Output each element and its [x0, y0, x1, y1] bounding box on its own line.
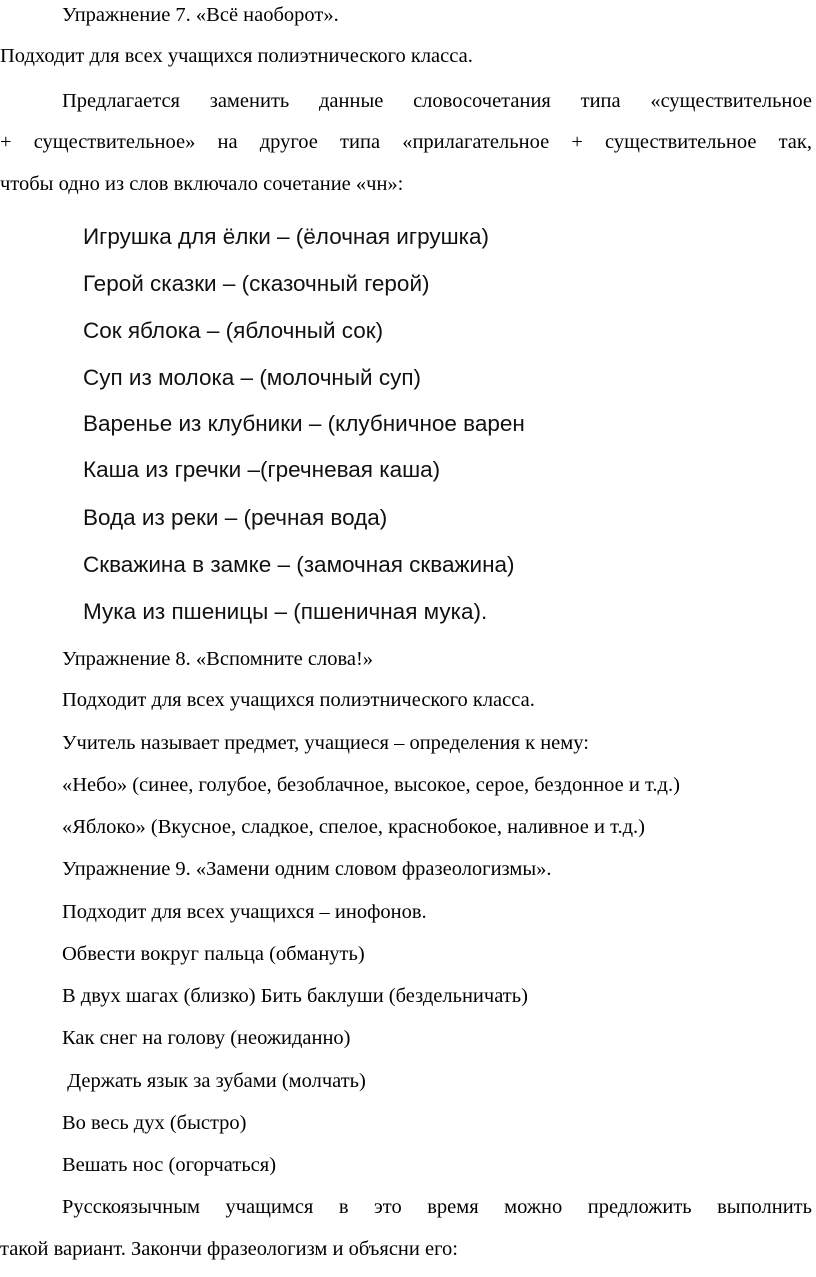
exercise-9-title: Упражнение 9. «Замени одним словом фразеологизмы».: [62, 858, 552, 880]
exercise-7-title: Упражнение 7. «Всё наоборот».: [62, 4, 339, 26]
scanned-examples-image: [60, 210, 640, 638]
exercise-9-subtitle: Подходит для всех учащихся – инофонов.: [62, 901, 427, 923]
example-line: Суп из молока – (молочный суп): [83, 365, 422, 390]
example-line: Сок яблока – (яблочный сок): [83, 318, 384, 343]
exercise-7-subtitle: Подходит для всех учащихся полиэтнического класса.: [0, 45, 473, 67]
exercise-9-line: В двух шагах (близко) Бить баклуши (бездельничать): [62, 985, 528, 1007]
example-line: Мука из пшеницы – (пшеничная мука).: [83, 599, 488, 624]
exercise-9-line: Обвести вокруг пальца (обмануть): [62, 943, 365, 965]
example-line: Игрушка для ёлки – (ёлочная игрушка): [83, 224, 489, 249]
example-line: Герой сказки – (сказочный герой): [83, 271, 430, 296]
example-line: Варенье из клубники – (клубничное варен: [83, 411, 525, 436]
exercise-9-line: Держать язык за зубами (молчать): [62, 1070, 366, 1092]
example-line: Скважина в замке – (замочная скважина): [83, 552, 515, 577]
exercise-8-line: «Небо» (синее, голубое, безоблачное, высокое, серое, бездонное и т.д.): [62, 774, 680, 796]
exercise-8-subtitle: Подходит для всех учащихся полиэтнического класса.: [62, 689, 535, 711]
exercise-8-line: Учитель называет предмет, учащиеся – определения к нему:: [62, 732, 589, 754]
exercise-7-desc-line-1: Предлагается заменить данные словосочетания типа «существительное: [62, 90, 812, 112]
exercise-9-line: Вешать нос (огорчаться): [62, 1154, 277, 1176]
example-line: Каша из гречки –(гречневая каша): [83, 457, 441, 482]
exercise-8-title: Упражнение 8. «Вспомните слова!»: [62, 648, 374, 670]
exercise-7-desc-line-3: чтобы одно из слов включало сочетание «чн»:: [0, 173, 404, 195]
exercise-9-line: Во весь дух (быстро): [62, 1112, 247, 1134]
example-line: Вода из реки – (речная вода): [83, 505, 388, 530]
exercise-7-desc-line-2: + существительное» на другое типа «прилагательное + существительное так,: [0, 131, 812, 153]
exercise-9-final-line-2: такой вариант. Закончи фразеологизм и объясни его:: [0, 1238, 458, 1260]
exercise-9-final-line-1: Русскоязычным учащимся в это время можно предложить выполнить: [62, 1196, 812, 1218]
exercise-9-line: Как снег на голову (неожиданно): [62, 1027, 351, 1049]
exercise-8-line: «Яблоко» (Вкусное, сладкое, спелое, краснобокое, наливное и т.д.): [62, 816, 645, 838]
